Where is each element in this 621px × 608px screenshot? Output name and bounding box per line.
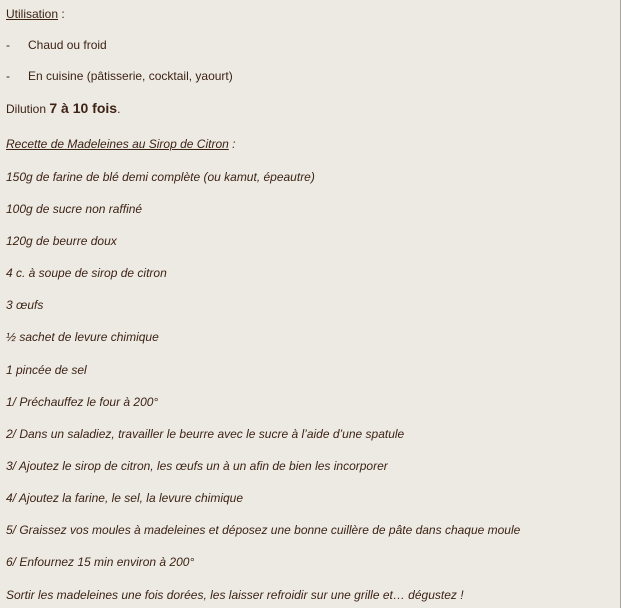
recipe-step: 6/ Enfournez 15 min environ à 200° <box>6 555 195 569</box>
utilisation-bullet <box>6 68 233 84</box>
ingredient-item: ½ sachet de levure chimique <box>6 330 159 344</box>
bullet-dash: - <box>6 69 10 83</box>
recipe-title-line <box>6 136 235 152</box>
dilution-value: 7 à 10 fois <box>49 100 118 116</box>
recipe-step: 1/ Préchauffez le four à 200° <box>6 395 159 409</box>
ingredient-item: 120g de beurre doux <box>6 234 117 248</box>
utilisation-heading-line <box>6 6 65 22</box>
ingredient-item: 150g de farine de blé demi complète (ou kamut, épeautre) <box>6 170 315 184</box>
utilisation-bullet <box>6 37 107 53</box>
recipe-step: 2/ Dans un saladiez, travailler le beurre avec le sucre à l’aide d’une spatule <box>6 427 405 441</box>
recipe-step: 3/ Ajoutez le sirop de citron, les œufs un à un afin de bien les incorporer <box>6 459 388 473</box>
bullet-text: En cuisine (pâtisserie, cocktail, yaourt) <box>28 69 233 83</box>
ingredient-item: 1 pincée de sel <box>6 363 87 377</box>
dilution-line <box>6 100 120 117</box>
ingredient-item: 100g de sucre non raffiné <box>6 202 143 216</box>
recipe-title: Recette de Madeleines au Sirop de Citron <box>6 137 229 151</box>
recipe-step: 5/ Graissez vos moules à madeleines et déposez une bonne cuillère de pâte dans chaque moule <box>6 523 521 537</box>
utilisation-colon: : <box>58 7 65 21</box>
bullet-dash: - <box>6 38 10 52</box>
recipe-title-colon: : <box>228 137 236 151</box>
ingredient-item: 4 c. à soupe de sirop de citron <box>6 266 167 280</box>
dilution-label: Dilution <box>6 102 50 116</box>
dilution-suffix: . <box>117 102 121 116</box>
bullet-text: Chaud ou froid <box>28 38 107 52</box>
ingredient-item: 3 œufs <box>6 298 44 312</box>
recipe-step: 4/ Ajoutez la farine, le sel, la levure chimique <box>6 491 244 505</box>
utilisation-heading: Utilisation <box>6 7 59 21</box>
recipe-closing: Sortir les madeleines une fois dorées, les laisser refroidir sur une grille et… dégustez ! <box>6 588 464 602</box>
